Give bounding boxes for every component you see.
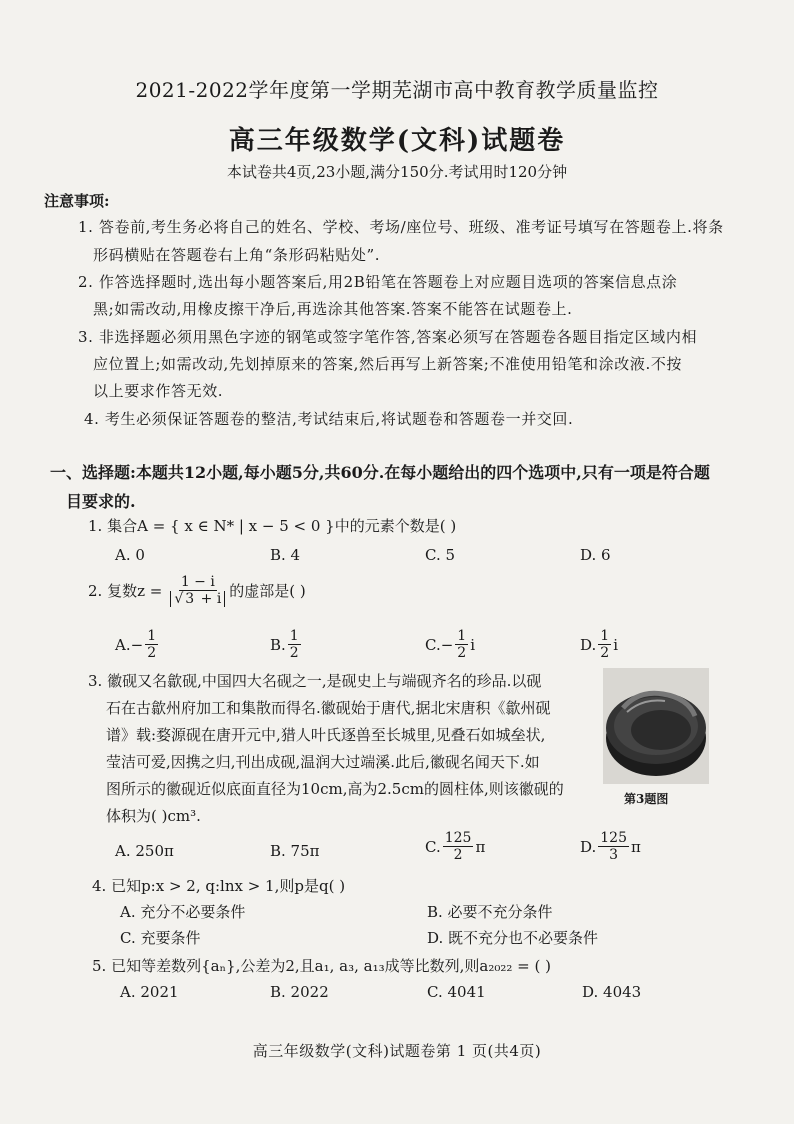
- q1-option-d: D. 6: [580, 546, 611, 564]
- q3-line: 体积为( )cm³.: [106, 807, 201, 825]
- inkstone-photo: [603, 668, 709, 784]
- section-heading: 一、选择题:本题共12小题,每小题5分,共60分.在每小题给出的四个选项中,只有一项是符合题: [50, 463, 710, 482]
- q3-option-a: A. 250π: [115, 842, 174, 860]
- q1-set: A = { x ∈ N* | x − 5 < 0 }: [137, 517, 335, 535]
- q5-option-c: C. 4041: [427, 983, 486, 1001]
- q5-option-a: A. 2021: [120, 983, 179, 1001]
- q3-line: 石在古歙州府加工和集散而得名.徽砚始于唐代,据北宋唐积《歙州砚: [106, 699, 551, 717]
- q3-option-d: D. $\frac{125}{3}$ π: [580, 830, 641, 863]
- q5-option-b: B. 2022: [270, 983, 329, 1001]
- q1-option-c: C. 5: [425, 546, 456, 564]
- paper-subtitle: 本试卷共4页,23小题,满分150分.考试用时120分钟: [226, 163, 568, 181]
- q1-option-a: A. 0: [115, 546, 145, 564]
- page-footer: 高三年级数学(文科)试题卷第 1 页(共4页): [252, 1042, 542, 1060]
- question-2: [88, 574, 306, 607]
- notice-heading: 注意事项:: [44, 192, 110, 210]
- q2-numerator: 1 − i: [180, 574, 215, 590]
- notice-line: 形码横贴在答题卷右上角“条形码粘贴处”.: [93, 246, 381, 264]
- notice-line: 黑;如需改动,用橡皮擦干净后,再选涂其他答案.答案不能答在试题卷上.: [93, 300, 573, 318]
- q3-line: 图所示的徽砚近似底面直径为10cm,高为2.5cm的圆柱体,则该徽砚的: [106, 780, 564, 798]
- notice-line: 2. 作答选择题时,选出每小题答案后,用2B铅笔在答题卷上对应题目选项的答案信息点涂: [78, 273, 678, 291]
- q3-option-c: C. $\frac{125}{2}$ π: [425, 830, 486, 863]
- q5-option-d: D. 4043: [582, 983, 642, 1001]
- q1-option-b: B. 4: [270, 546, 301, 564]
- notice-line: 1. 答卷前,考生务必将自己的姓名、学校、考场/座位号、班级、准考证号填写在答题卷上.将条: [78, 218, 724, 236]
- section-heading-cont: 目要求的.: [66, 492, 136, 511]
- q1-suffix: 中的元素个数是( ): [334, 517, 457, 535]
- q4-option-d: D. 既不充分也不必要条件: [427, 929, 599, 947]
- q1-prefix: 1. 集合: [88, 517, 138, 535]
- q2-denominator: √ 3 + i: [168, 591, 227, 607]
- q3-line: 3. 徽砚又名歙砚,中国四大名砚之一,是砚史上与端砚齐名的珍品.以砚: [88, 672, 542, 690]
- figure-caption: 第3题图: [624, 792, 669, 806]
- q3-line: 莹洁可爱,因携之归,刊出成砚,温润大过端溪.此后,徽砚名闻天下.如: [106, 753, 540, 771]
- exam-series-line: 2021-2022学年度第一学期芜湖市高中教育教学质量监控: [135, 78, 659, 102]
- question-5: 5. 已知等差数列{aₙ},公差为2,且a₁, a₃, a₁₃成等比数列,则a₂₀₂₂ = ( ): [92, 957, 551, 975]
- q3-line: 谱》载:婺源砚在唐开元中,猎人叶氏逐兽至长城里,见叠石如城垒状,: [106, 726, 546, 744]
- q2-option-d: D. $\frac{1}{2}$ i: [580, 628, 618, 661]
- q2-option-a: A. − $\frac{1}{2}$: [115, 628, 157, 661]
- q2-option-b: B. $\frac{1}{2}$: [270, 628, 299, 661]
- inkstone-image: [603, 668, 709, 784]
- q4-option-a: A. 充分不必要条件: [120, 903, 246, 921]
- notice-line: 3. 非选择题必须用黑色字迹的钢笔或签字笔作答,答案必须写在答题卷各题目指定区域内相: [78, 328, 698, 346]
- q2-suffix: 的虚部是( ): [229, 582, 306, 600]
- notice-line: 4. 考生必须保证答题卷的整洁,考试结束后,将试题卷和答题卷一并交回.: [84, 410, 574, 428]
- q2-option-c: C. − $\frac{1}{2}$ i: [425, 628, 476, 661]
- q3-option-b: B. 75π: [270, 842, 320, 860]
- q2-z: z =: [137, 581, 163, 600]
- q2-prefix: 2. 复数: [88, 582, 138, 600]
- question-4: 4. 已知p:x > 2, q:lnx > 1,则p是q( ): [92, 877, 346, 895]
- q4-option-b: B. 必要不充分条件: [427, 903, 553, 921]
- q2-fraction: [168, 574, 227, 607]
- paper-title: 高三年级数学(文科)试题卷: [228, 126, 566, 156]
- q4-option-c: C. 充要条件: [120, 929, 201, 947]
- notice-line: 以上要求作答无效.: [93, 382, 224, 400]
- question-1: [88, 515, 456, 536]
- notice-line: 应位置上;如需改动,先划掉原来的答案,然后再写上新答案;不准使用铅笔和涂改液.不按: [93, 355, 683, 373]
